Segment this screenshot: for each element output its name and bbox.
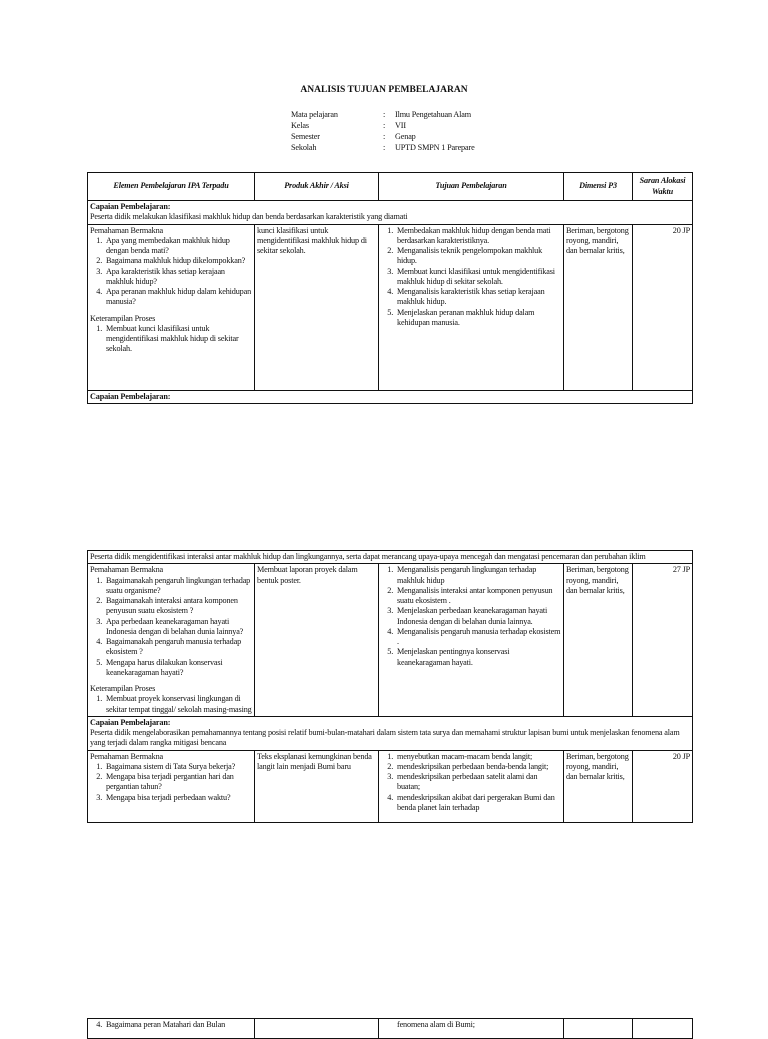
cp-text: Peserta didik mengidentifikasi interaksi antar makhluk hidup dan lingkungannya, serta dapat merancang upaya-upaya mencegah dan mengatasi pencemaran dan perubahan iklim — [88, 551, 693, 564]
content-row-1 — [88, 224, 693, 390]
content-row-2 — [88, 564, 693, 717]
document-meta — [291, 110, 475, 154]
tujuan-list: 1. Menganalisis pengaruh lingkungan terhadap makhluk hidup 2. Menganalisis interaksi antar komponen penyusun suatu ekosistem . 3. Menjelaskan perbedaan keanekaragaman hayati Indonesia dengan di belahan dunia lainnya. 4. Menganalisis pengaruh manusia terhadap ekosistem . 5. Menjelaskan pentingnya konservasi keanekaragaman hayati. — [381, 565, 561, 668]
dimensi-cell: Beriman, bergotong royong, mandiri, dan bernalar kritis, — [564, 224, 633, 390]
cp-row-1 — [88, 201, 693, 225]
elemen-cell: Pemahaman Bermakna 1. Apa yang membedakan makhluk hidup dengan benda mati? 2. Bagaimana makhluk hidup dikelompokkan? 3. Apa karakteristik khas setiap kerajaan makhluk hidup? 4. Apa peranan makhluk hidup dalam kehidupan manusia? Keterampilan Proses 1. Membuat kunci klasifikasi untuk mengidentifikasi makhluk hidup di sekitar sekolah. — [88, 224, 255, 390]
content-row-3 — [88, 750, 693, 822]
elemen-cell: Pemahaman Bermakna 1. Bagaimanakah pengaruh lingkungan terhadap suatu organisme? 2. Bagaimanakah interaksi antara komponen penyusun suatu ekosistem ? 3. Apa perbedaan keanekaragaman hayati Indonesia dengan di belahan dunia lainnya? 4. Bagaimanakah pengaruh manusia terhadap ekosistem ? 5. Mengapa harus dilakukan konservasi keanekaragaman hayati? Keterampilan Proses 1. Membuat proyek konservasi lingkungan di sekitar tempat tinggal/ sekolah masing-masing — [88, 564, 255, 717]
waktu-cell: 27 JP — [633, 564, 693, 717]
waktu-cell: 20 JP — [633, 224, 693, 390]
elemen-cell: 4. Bagaimana peran Matahari dan Bulan — [88, 1019, 255, 1039]
dimensi-cell: Beriman, bergotong royong, mandiri, dan bernalar kritis, — [564, 750, 633, 822]
cp-row-2 — [88, 551, 693, 564]
keterampilan-list: 1. Membuat proyek konservasi lingkungan di sekitar tempat tinggal/ sekolah masing-masing — [90, 694, 252, 715]
objectives-table-page-1 — [87, 172, 693, 404]
content-row-3-continued — [88, 1019, 693, 1039]
tujuan-list: 1. Membedakan makhluk hidup dengan benda mati berdasarkan karakteristiknya. 2. Menganalisis teknik pengelompokan makhluk hidup. 3. Membuat kunci klasifikasi untuk mengidentifikasi makhluk hidup di sekitar sekolah. 4. Menganalisis karakteristik khas setiap kerajaan makhluk hidup. 5. Menjelaskan peranan makhluk hidup dalam kehidupan manusia. — [381, 226, 561, 329]
tujuan-cell: fenomena alam di Bumi; — [379, 1019, 564, 1039]
objectives-table-page-2 — [87, 550, 693, 823]
tujuan-list: 1. menyebutkan macam-macam benda langit; 2. mendeskripsikan perbedaan benda-benda langit; 3. mendeskripsikan perbedaan satelit alami dan buatan; 4. mendeskripsikan akibat dari pergerakan Bumi dan benda planet lain terhadap — [381, 752, 561, 814]
header-elemen: Elemen Pembelajaran IPA Terpadu — [88, 173, 255, 201]
produk-cell: Teks eksplanasi kemungkinan benda langit lain menjadi Bumi baru — [255, 750, 379, 822]
tujuan-cell — [379, 750, 564, 822]
dimensi-cell: Beriman, bergotong royong, mandiri, dan bernalar kritis, — [564, 564, 633, 717]
produk-cell — [255, 1019, 379, 1039]
meta-row-school: Sekolah : UPTD SMPN 1 Parepare — [291, 143, 475, 152]
produk-cell: kunci klasifikasi untuk mengidentifikasi makhluk hidup di sekitar sekolah. — [255, 224, 379, 390]
tujuan-cell — [379, 564, 564, 717]
meta-row-semester: Semester : Genap — [291, 132, 416, 141]
header-saran: Saran Alokasi Waktu — [633, 173, 693, 201]
header-produk: Produk Akhir / Aksi — [255, 173, 379, 201]
cp-text: Peserta didik mengelaborasikan pemahamannya tentang posisi relatif bumi-bulan-matahari dalam sistem tata surya dan memahami struktur lapisan bumi untuk menjelaskan fenomena alam yang terjadi dalam rangka mitigasi bencana — [90, 728, 680, 748]
keterampilan-list: 1. Membuat kunci klasifikasi untuk mengidentifikasi makhluk hidup di sekitar sekolah. — [90, 324, 252, 355]
document-title: ANALISIS TUJUAN PEMBELAJARAN — [300, 85, 468, 95]
header-dimensi: Dimensi P3 — [564, 173, 633, 201]
objectives-table-page-3 — [87, 1018, 693, 1039]
dimensi-cell — [564, 1019, 633, 1039]
tujuan-cell — [379, 224, 564, 390]
cp-row-2-start: Capaian Pembelajaran: — [88, 390, 693, 403]
header-tujuan: Tujuan Pembelajaran — [379, 173, 564, 201]
produk-cell: Membuat laporan proyek dalam bentuk poster. — [255, 564, 379, 717]
waktu-cell: 20 JP — [633, 750, 693, 822]
pemahaman-list: 1. Bagaimana sistem di Tata Surya bekerja? 2. Mengapa bisa terjadi pergantian hari dan pergantian tahun? 3. Mengapa bisa terjadi perbedaan waktu? — [90, 762, 252, 803]
elemen-cell: Pemahaman Bermakna 1. Bagaimana sistem di Tata Surya bekerja? 2. Mengapa bisa terjadi pergantian hari dan pergantian tahun? 3. Mengapa bisa terjadi perbedaan waktu? — [88, 750, 255, 822]
meta-row-class: Kelas : VII — [291, 121, 406, 130]
cp-row-3 — [88, 716, 693, 750]
waktu-cell — [633, 1019, 693, 1039]
cp-label: Capaian Pembelajaran: — [90, 202, 171, 211]
pemahaman-list: 1. Apa yang membedakan makhluk hidup dengan benda mati? 2. Bagaimana makhluk hidup dikelompokkan? 3. Apa karakteristik khas setiap kerajaan makhluk hidup? 4. Apa peranan makhluk hidup dalam kehidupan manusia? — [90, 236, 252, 308]
table-header-row — [88, 173, 693, 201]
pemahaman-list: 1. Bagaimanakah pengaruh lingkungan terhadap suatu organisme? 2. Bagaimanakah interaksi antara komponen penyusun suatu ekosistem ? 3. Apa perbedaan keanekaragaman hayati Indonesia dengan di belahan dunia lainnya? 4. Bagaimanakah pengaruh manusia terhadap ekosistem ? 5. Mengapa harus dilakukan konservasi keanekaragaman hayati? — [90, 576, 252, 679]
cp-label: Capaian Pembelajaran: — [90, 717, 171, 727]
cp-text: Peserta didik melakukan klasifikasi makhluk hidup dan benda berdasarkan karakteristik yang diamati — [90, 212, 408, 222]
meta-row-subject: Mata pelajaran : Ilmu Pengetahuan Alam — [291, 110, 471, 119]
